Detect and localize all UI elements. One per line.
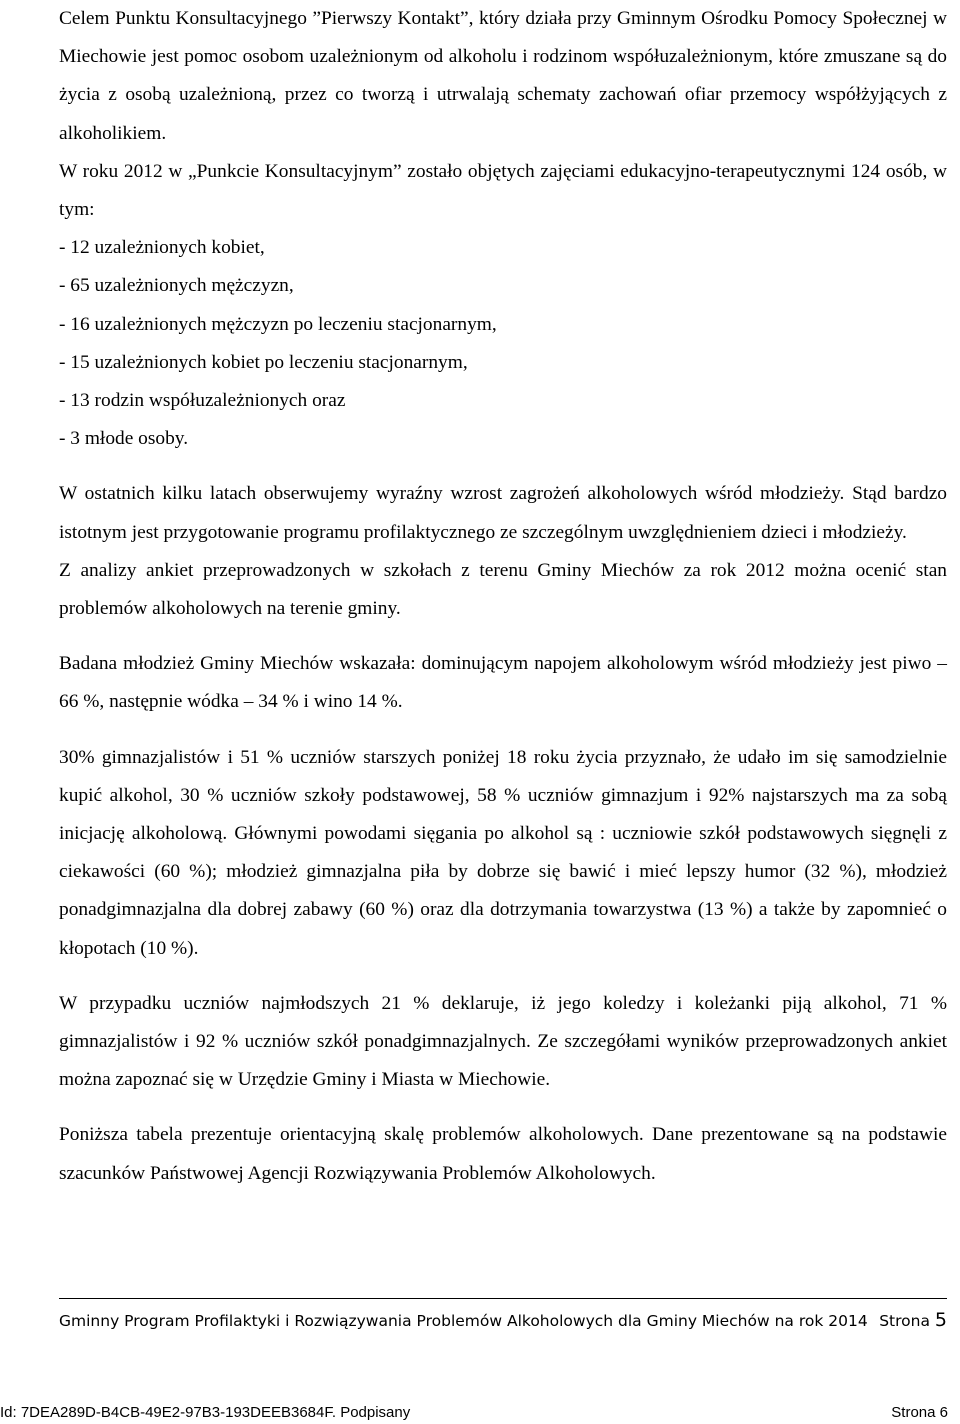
paragraph-statistics: 30% gimnazjalistów i 51 % uczniów starszych poniżej 18 roku życia przyznało, że udało im się samodzielnie kupić alkohol, 30 % uczniów szkoły podstawowej, 58 % uczniów gimnazjum i 92% najstarszych ma za sobą inicjację alkoholową. Głównymi powodami sięgania po alkohol są : uczniowie szkół podstawowych sięgnęli z ciekawości (60 %); młodzież gimnazjalna piła by dobrze się bawić i mieć lepszy humor (32 %), młodzież ponadgimnazjalna dla dobrej zabawy (60 %) oraz dla dotrzymania towarzystwa (13 %) a także by zapomnieć o kłopotach (10 %).: [59, 746, 947, 959]
list-item: - 13 rodzin współuzależnionych oraz: [59, 390, 346, 412]
paragraph-table-intro: Poniższa tabela prezentuje orientacyjną skalę problemów alkoholowych. Dane prezentowane są na podstawie szacunków Państwowej Agencji Rozwiązywania Problemów Alkoholowych.: [59, 1124, 947, 1184]
paragraph-beverages: Badana młodzież Gminy Miechów wskazała: dominującym napojem alkoholowym wśród młodzieży jest piwo – 66 %, następnie wódka – 34 % i wino 14 %.: [59, 653, 947, 713]
page-number: 5: [934, 1309, 947, 1331]
page-label: Strona: [879, 1312, 930, 1330]
document-id-line: [0, 1404, 948, 1421]
list-item: - 15 uzależnionych kobiet po leczeniu stacjonarnym,: [59, 351, 468, 373]
paragraph-survey-analysis: Z analizy ankiet przeprowadzonych w szkołach z terenu Gminy Miechów za rok 2012 można ocenić stan problemów alkoholowych na terenie gminy.: [59, 559, 947, 620]
list-item: - 3 młode osoby.: [59, 428, 189, 450]
participants-list: [59, 229, 947, 458]
paragraph-intro: Celem Punktu Konsultacyjnego ”Pierwszy Kontakt”, który działa przy Gminnym Ośrodku Pomocy Społecznej w Miechowie jest pomoc osobom uzależnionym od alkoholu i rodzinom współuzależnionym, które zmuszane są do życia z osobą uzależnioną, przez co tworzą i utrwalają schematy zachowań ofiar przemocy współżyjących z alkoholikiem.: [59, 8, 947, 144]
document-page-label: Strona 6: [891, 1404, 948, 1421]
paragraph-peers: W przypadku uczniów najmłodszych 21 % deklaruje, iż jego koledzy i koleżanki piją alkohol, 71 % gimnazjalistów i 92 % uczniów szkół ponadgimnazjalnych. Ze szczegółami wyników przeprowadzonych ankiet można zapoznać się w Urzędzie Gminy i Miasta w Miechowie.: [59, 992, 947, 1091]
paragraph-2012-summary: W roku 2012 w „Punkcie Konsultacyjnym” zostało objętych zajęciami edukacyjno-terapeutycznymi 124 osób, w tym:: [59, 160, 947, 221]
list-item: - 16 uzależnionych mężczyzn po leczeniu stacjonarnym,: [59, 313, 497, 335]
footer-page-number: [879, 1309, 947, 1331]
document-id: Id: 7DEA289D-B4CB-49E2-97B3-193DEEB3684F. Podpisany: [0, 1404, 411, 1421]
body-text: [59, 0, 947, 1193]
paragraph-youth-threats: W ostatnich kilku latach obserwujemy wyraźny wzrost zagrożeń alkoholowych wśród młodzieży. Stąd bardzo istotnym jest przygotowanie programu profilaktycznego ze szczególnym uwzględnieniem dzieci i młodzieży.: [59, 483, 947, 543]
footer-divider: [59, 1298, 947, 1299]
page-footer: [59, 1309, 947, 1331]
list-item: - 65 uzależnionych mężczyzn,: [59, 275, 294, 297]
footer-title: Gminny Program Profilaktyki i Rozwiązywania Problemów Alkoholowych dla Gminy Miechów na rok 2014: [59, 1312, 868, 1330]
list-item: - 12 uzależnionych kobiet,: [59, 237, 265, 259]
